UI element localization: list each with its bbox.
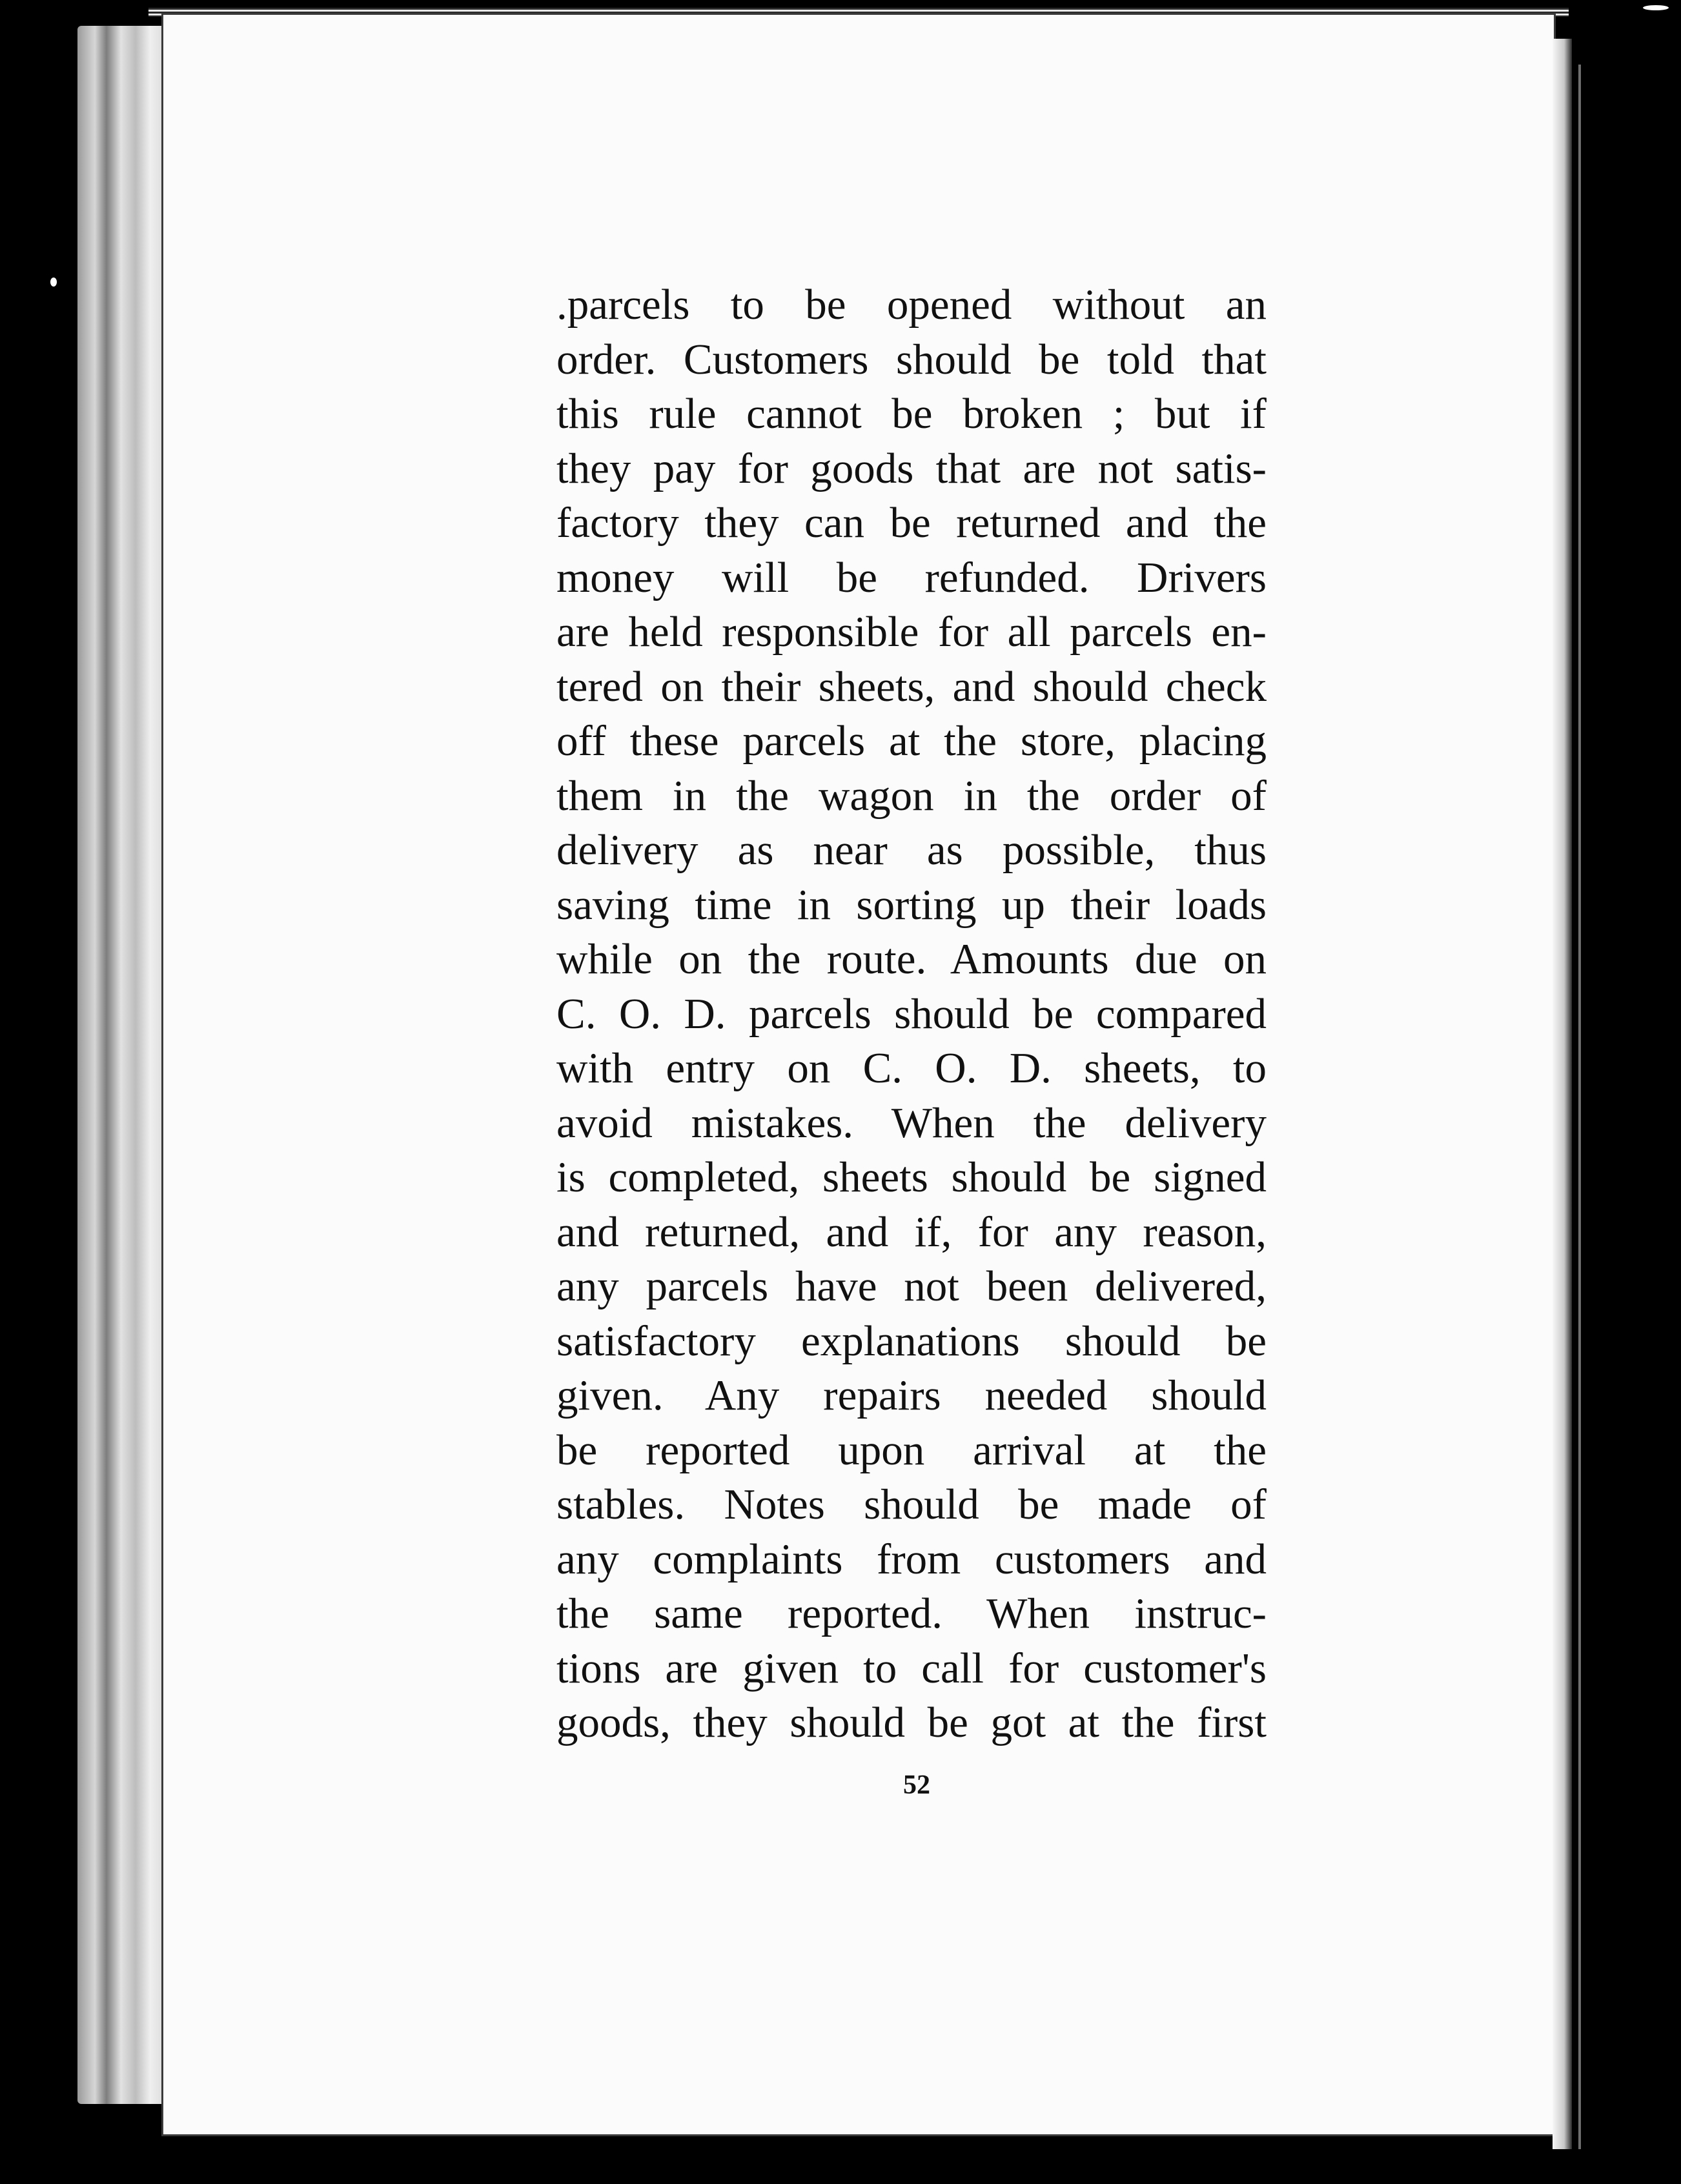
text-line: delivery as near as possible, thus (556, 826, 1267, 874)
scan-speck (1643, 5, 1669, 10)
text-line: are held responsible for all parcels en- (556, 608, 1267, 656)
page-right-rule (1578, 65, 1581, 2149)
text-line: this rule cannot be broken ; but if (556, 390, 1267, 438)
text-line: stables. Notes should be made of (556, 1481, 1267, 1528)
text-line: is completed, sheets should be signed (556, 1153, 1267, 1201)
text-line: tered on their sheets, and should check (556, 662, 1267, 711)
text-line: money will be refunded. Drivers (556, 553, 1267, 602)
scan-speck (50, 278, 57, 287)
book-binding-edge (77, 26, 174, 2104)
text-line: .parcels to be opened without an (556, 281, 1267, 329)
text-line: saving time in sorting up their loads (556, 880, 1267, 929)
body-text (556, 278, 1267, 1750)
text-line: any complaints from customers and (556, 1535, 1267, 1583)
text-line: while on the route. Amounts due on (556, 935, 1267, 983)
text-line: avoid mistakes. When the delivery (556, 1098, 1267, 1147)
text-line: factory they can be returned and the (556, 499, 1267, 547)
text-line: C. O. D. parcels should be compared (556, 989, 1267, 1038)
text-line: and returned, and if, for any reason, (556, 1208, 1267, 1256)
text-line: them in the wagon in the order of (556, 771, 1267, 820)
text-line: with entry on C. O. D. sheets, to (556, 1044, 1267, 1092)
text-line: be reported upon arrival at the (556, 1426, 1267, 1474)
page-right-edge (1553, 39, 1572, 2149)
text-line: they pay for goods that are not satis- (556, 444, 1267, 492)
page-number: 52 (903, 1770, 930, 1800)
text-line: any parcels have not been delivered, (556, 1262, 1267, 1310)
text-line: goods, they should be got at the first (556, 1699, 1267, 1746)
text-line: off these parcels at the store, placing (556, 717, 1267, 765)
text-line: satisfactory explanations should be (556, 1317, 1267, 1365)
text-line: the same reported. When instruc- (556, 1590, 1267, 1637)
text-line: order. Customers should be told that (556, 335, 1267, 383)
text-line: given. Any repairs needed should (556, 1371, 1267, 1419)
text-line: tions are given to call for customer's (556, 1644, 1267, 1692)
